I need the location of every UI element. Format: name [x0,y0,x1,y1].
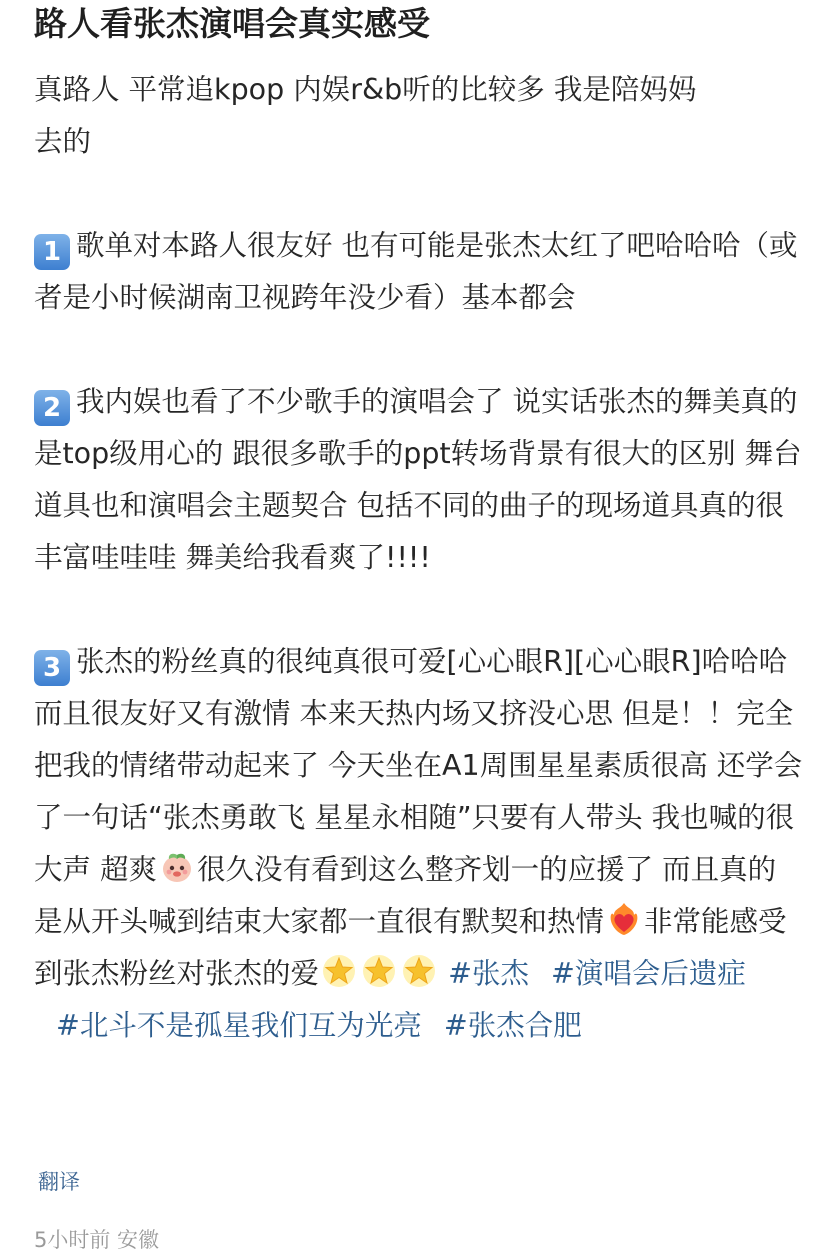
glowing-star-icon [321,953,357,989]
intro-line-1: 真路人 平常追kpop 内娱r&b听的比较多 我是陪妈妈 [34,73,697,106]
point-3-text-b: 很久没有看到这么整齐划一的应援了 而且真的是从开头喊到结束大家都一直很有默契和热情 [34,853,777,938]
post-meta-time-location: 5小时前 安徽 [34,1228,160,1252]
post-body [34,64,804,1052]
intro-line-2: 去的 [34,125,92,158]
post-title: 路人看张杰演唱会真实感受 [34,4,430,43]
heart-on-fire-icon [606,901,642,937]
post-content [34,0,804,1052]
peach-face-icon [159,849,195,885]
point-3-text-c: 非常能感受到张杰粉丝对张杰的爱 [34,905,787,990]
point-1-text: 歌单对本路人很友好 也有可能是张杰太红了吧哈哈哈（或者是小时候湖南卫视跨年没少看）基本都会 [34,229,798,314]
translate-link[interactable]: 翻译 [38,1170,80,1194]
glowing-star-icon [361,953,397,989]
keycap-one-icon: 1 [34,234,70,270]
point-1-paragraph [34,220,804,324]
hashtag-link[interactable]: #张杰 [448,957,529,990]
point-3-text-a: 张杰的粉丝真的很纯真很可爱[心心眼R][心心眼R]哈哈哈 而且很友好又有激情 本来天热内场又挤没心思 但是！！完全把我的情绪带动起来了 今天坐在A1周围星星素质很高 还学会了一句话“张杰勇敢飞 星星永相随”只要有人带头 我也喊的很大声 超爽 [34,645,803,886]
intro-paragraph [34,64,804,168]
paragraph-gap [34,168,804,220]
keycap-two-icon: 2 [34,390,70,426]
paragraph-gap [34,584,804,636]
hashtag-link[interactable]: #演唱会后遗症 [550,957,746,990]
hashtag-link[interactable]: #张杰合肥 [443,1009,582,1042]
point-2-text: 我内娱也看了不少歌手的演唱会了 说实话张杰的舞美真的是top级用心的 跟很多歌手的ppt转场背景有很大的区别 舞台道具也和演唱会主题契合 包括不同的曲子的现场道具真的很丰富哇哇哇 舞美给我看爽了!!!! [34,385,802,574]
paragraph-gap [34,324,804,376]
keycap-three-icon: 3 [34,650,70,686]
point-3-paragraph [34,636,804,1052]
point-2-paragraph [34,376,804,584]
glowing-star-icon [401,953,437,989]
hashtag-link[interactable]: #北斗不是孤星我们互为光亮 [56,1009,422,1042]
